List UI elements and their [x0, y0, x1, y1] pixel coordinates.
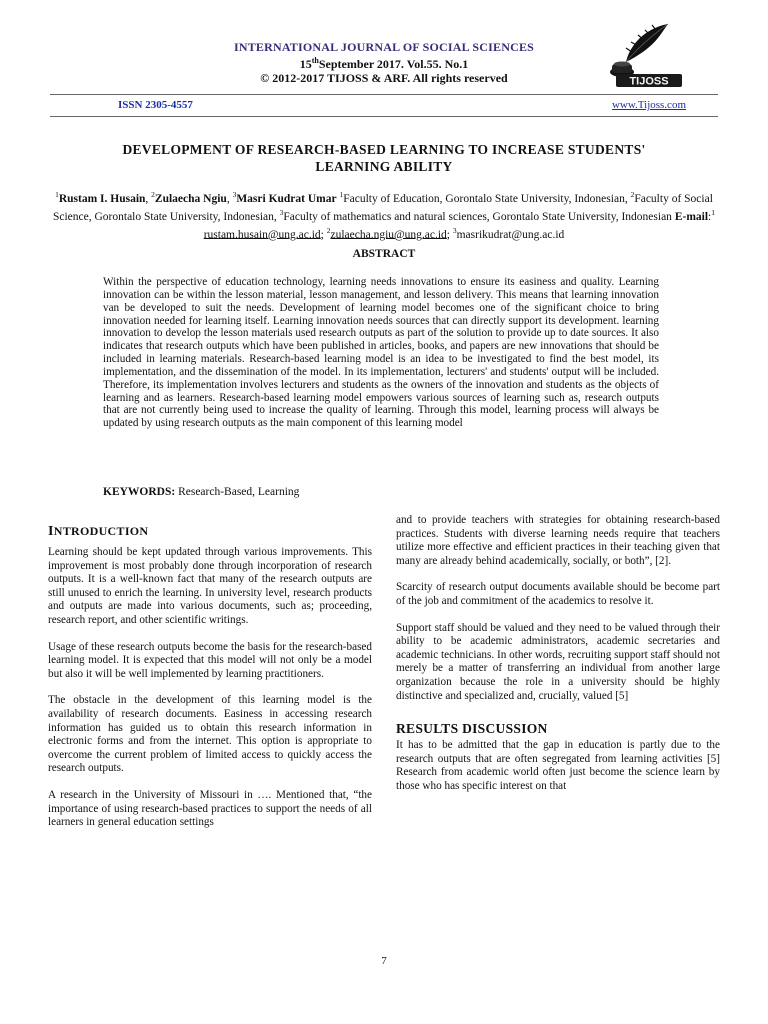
abstract-heading: ABSTRACT: [352, 248, 416, 260]
authors-block: $^1$Rustam I. Husain, $^2$Zulaecha Ngiu, $^3$Masri Kudrat Umar $^1$Faculty of Education, Gorontalo State University, Indonesian, $^2$Faculty of Social Science, Gorontalo State University, Indonesian, $^3$Faculty of mathematics and natural sciences, Gorontalo State University, Indonesian E-mail:$^1$ rustam.husain@ung.ac.id; $^2$zulaecha.ngiu@ung.ac.id; $^3$masrikudrat@ung.ac.id: [52, 190, 715, 241]
affiliation-1: Faculty of Education, Gorontalo State University, Indonesian,: [343, 192, 628, 205]
author-1: Rustam I. Husain: [58, 192, 146, 205]
left-column: [48, 520, 372, 843]
paragraph: Learning should be kept updated through various improvements. This improvement is most probably done through incorporation of research outputs. It is a well-known fact that many of the research outputs are still unused to enrich the learning. In university level, research products and outputs are made into various documents, such as; proceeding, research report, and other scientific writings.: [48, 546, 372, 626]
email-link-1[interactable]: rustam.husain@ung.ac.id: [203, 228, 321, 241]
article-title: DEVELOPMENT OF RESEARCH-BASED LEARNING TO INCREASE STUDENTS' LEARNING ABILITY: [122, 142, 646, 174]
email-label: E-mail: [674, 210, 709, 223]
abstract-text: Within the perspective of education technology, learning needs innovations to ensure its easiness and quality. Learning innovation can be within the lesson material, lesson management, and lesson delivery. This means that learning innovation van be developed to suit the needs. Development of learning model becomes one of the significant choice to bring innovation needed for learning itself. Learning innovation needs sources that can directly support its development. learning innovation to develop the lesson materials used research outputs as part of the solution to provide up to date sources. It also indicates that research outputs which have been published in articles, books, and papers are new innovations that should be included in learning materials. Research-based learning model is an idea to be investigated to find the best model, its implementation, and the dissemination of the model. In its implementation, lecturers' and students' output will be included. Therefore, its implementation involves lecturers and students as the owners of the innovation and students as the objects of learning and as learners. Research-based learning model empowers various sources of learning such as, research outputs that are not currently being used to increase the quality of learning. Through this model, learning process will always be updated by using research outputs as the main component of this learning model: [103, 276, 659, 430]
paragraph: The obstacle in the development of this learning model is the availability of research documents. Easiness in accessing research information has guided us to obtain this research information in electronic forms and from the internet. This option is appropriate to overcome the current problem of limited access to quickly access the research outputs.: [48, 694, 372, 775]
affiliation-3: Faculty of mathematics and natural sciences, Gorontalo State University, Indonesian: [283, 210, 672, 223]
keywords-label: KEYWORDS:: [103, 486, 176, 498]
keywords-value: Research-Based, Learning: [178, 486, 300, 498]
copyright-line: © 2012-2017 TIJOSS & ARF. All rights reserved: [260, 71, 508, 85]
keywords-line: [103, 486, 299, 498]
paragraph: and to provide teachers with strategies for obtaining research-based practices. Students with diverse learning needs require that teachers utilize more effective and efficient practices in their teaching given that many are already behind academically, socially, or both”, [2].: [396, 514, 720, 567]
affiliation-2: Faculty of Social Science, Gorontalo State University, Indonesian,: [52, 192, 713, 223]
email-link-2[interactable]: zulaecha.ngiu@ung.ac.id: [330, 228, 447, 241]
author-3: Masri Kudrat Umar: [236, 192, 337, 205]
paragraph: A research in the University of Missouri in …. Mentioned that, “the importance of using research-based practices to support the needs of all learners in general education settings: [48, 788, 372, 829]
journal-url-link[interactable]: www.Tijoss.com: [611, 99, 686, 111]
paragraph: It has to be admitted that the gap in education is partly due to the research outputs that are often segregated from learning activities [5] Research from academic world often just become the science learn by those who has specific interest on that: [396, 739, 720, 792]
paragraph: Usage of these research outputs become the basis for the research-based learning model. It is expected that this model will not only be a model but also it will be well implemented by learning practitioners.: [48, 640, 372, 680]
issn-number: ISSN 2305-4557: [118, 99, 193, 111]
svg-text:TIJOSS: TIJOSS: [629, 75, 669, 88]
journal-name: INTERNATIONAL JOURNAL OF SOCIAL SCIENCES: [233, 40, 535, 54]
page-number: 7: [381, 955, 387, 967]
email-3: masrikudrat@ung.ac.id: [456, 228, 565, 241]
paragraph: Scarcity of research output documents available should be become part of the job and commitment of the academics to resolve it.: [396, 581, 720, 607]
introduction-heading: INTRODUCTION: [48, 524, 149, 539]
journal-logo: [596, 22, 686, 88]
issue-date: 15thSeptember 2017. Vol.55. No.1: [299, 56, 469, 71]
header-rule-top: [50, 94, 718, 95]
paragraph: Support staff should be valued and they need to be valued through their ability to be academic administrators, academic secretaries and academic technicians. In other words, recruiting support staff should not merely be a matter of transferring an individual from another large organization because the role in a university should be highly distinctive and specialized and, crucially, valued [5]: [396, 621, 720, 702]
quill-inkpot-icon: [596, 22, 686, 88]
results-discussion-heading: RESULTS DISCUSSION: [396, 721, 548, 737]
author-2: Zulaecha Ngiu: [154, 192, 227, 205]
header-rule-bottom: [50, 116, 718, 117]
right-column: [396, 514, 720, 807]
